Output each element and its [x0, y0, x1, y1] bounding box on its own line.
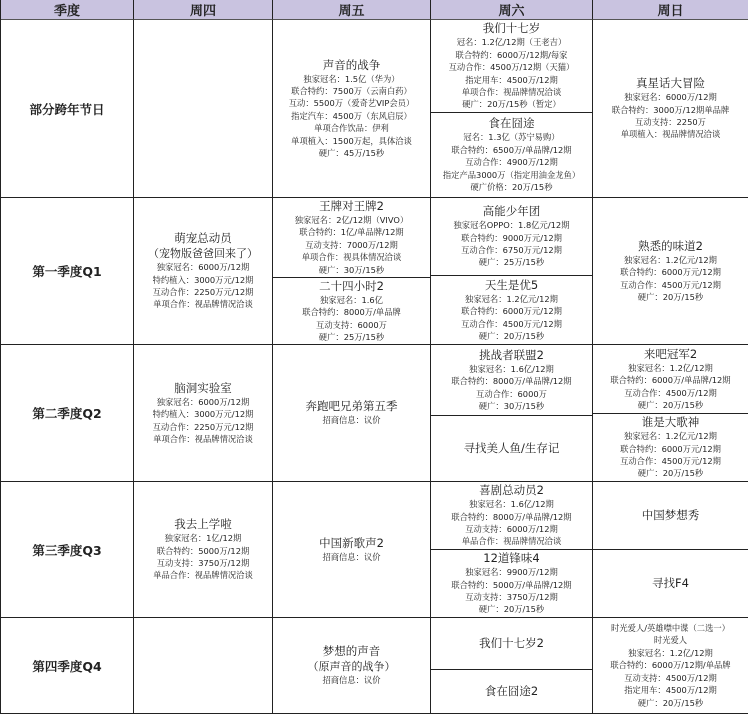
- sponsorship-detail: 单品合作：视品牌情况洽谈: [153, 570, 253, 581]
- sponsorship-detail: 联合特约：5000万/单品牌/12期: [451, 579, 572, 590]
- program-title: 寻找F4: [652, 576, 689, 590]
- quarter-label: 第四季度Q4: [1, 618, 134, 714]
- sponsorship-detail: 硬广：20万/15秒: [637, 291, 704, 302]
- sponsorship-detail: 硬广：20万/15秒: [478, 604, 545, 615]
- program-cell: [273, 278, 431, 345]
- sponsorship-detail: 联合特约：6000万元/12期: [461, 306, 562, 317]
- program-title: 来吧冠军2: [643, 346, 698, 361]
- program-cell: [273, 345, 431, 482]
- sponsorship-detail: 独家冠名：1.6亿: [320, 294, 383, 305]
- sponsorship-detail: 招商信息：议价: [322, 551, 381, 562]
- program-title: 王牌对王牌2: [319, 198, 384, 213]
- program-title: 中国梦想秀: [641, 508, 700, 522]
- program-title: 谁是大歌神: [641, 415, 700, 430]
- sponsorship-detail: 互动合作：6000万: [476, 388, 547, 399]
- sponsorship-detail: 特约植入：3000万元/12期: [152, 409, 254, 420]
- sponsorship-detail: 独家冠名：2亿/12期（VIVO）: [294, 214, 409, 225]
- program-cell: [593, 20, 748, 198]
- sponsorship-detail: 单项合作：视具体情况洽谈: [301, 252, 402, 263]
- sponsorship-detail: 招商信息：议价: [322, 675, 381, 686]
- sponsorship-detail: 单项合作：视品牌情况洽谈: [461, 86, 562, 97]
- sponsorship-detail: 冠名：1.2亿/12期（王老吉）: [456, 37, 567, 48]
- sponsorship-detail: 硬广：20万/15秒: [478, 330, 545, 341]
- program-title: 梦想的声音: [322, 644, 381, 659]
- quarter-label: 部分跨年节日: [1, 20, 134, 198]
- program-cell: [273, 198, 431, 278]
- program-cell: [593, 414, 748, 482]
- program-cell: [431, 276, 593, 345]
- sponsorship-detail: 招商信息：议价: [322, 415, 381, 426]
- sponsorship-detail: 联合特约：8000万/单品牌: [302, 307, 401, 318]
- program-cell: [431, 618, 593, 670]
- sponsorship-detail: 硬广价格：20万/15秒: [470, 182, 553, 193]
- sponsorship-detail: 单项植入：视品牌情况洽谈: [620, 129, 721, 140]
- sponsorship-detail: 独家冠名：6000万/12期: [156, 396, 250, 407]
- program-cell: [273, 20, 431, 198]
- column-header: 季度: [1, 0, 134, 20]
- program-title: 萌宠总动员: [174, 231, 232, 246]
- sponsorship-detail: 指定产品3000万（指定用油金龙鱼）: [442, 169, 581, 180]
- program-cell: [593, 550, 748, 618]
- sponsorship-detail: 独家冠名：1.2亿/12期: [628, 362, 713, 373]
- sponsorship-detail: 联合特约：3000万/12期单品牌: [611, 104, 730, 115]
- sponsorship-detail: 独家冠名：1亿/12期: [164, 533, 242, 544]
- sponsorship-detail: 独家冠名OPPO：1.8亿元/12期: [453, 220, 570, 231]
- sponsorship-detail: 独家冠名：6000万/12期: [624, 92, 717, 103]
- sponsorship-detail: 单项合作：视品牌情况洽谈: [153, 433, 253, 444]
- program-cell: [431, 113, 593, 198]
- sponsorship-detail: 互动合作：2250万元/12期: [152, 421, 254, 432]
- sponsorship-detail: 互动支持：6000万: [316, 319, 387, 330]
- sponsorship-detail: 硬广：45万/15秒: [318, 148, 385, 159]
- sponsorship-detail: 单项合作：视品牌情况洽谈: [153, 299, 253, 310]
- sponsorship-detail: 冠名：1.3亿（苏宁易购）: [463, 132, 560, 143]
- program-cell: [431, 345, 593, 416]
- program-cell: [431, 198, 593, 276]
- quarter-label: 第一季度Q1: [1, 198, 134, 345]
- program-subtitle: （原声音的战争）: [307, 660, 396, 674]
- sponsorship-detail: 硬广：25万/15秒: [478, 257, 545, 268]
- program-title: 喜剧总动员2: [479, 483, 544, 498]
- sponsorship-detail: 独家冠名：6000万/12期: [156, 262, 250, 273]
- column-header: 周五: [273, 0, 431, 20]
- program-title: 食在囧途: [488, 116, 535, 131]
- sponsorship-detail: 指定用车：4500万/12期: [624, 685, 717, 696]
- program-title: 挑战者联盟2: [479, 347, 544, 362]
- sponsorship-detail: 互动合作：4900万/12期: [465, 157, 558, 168]
- program-cell: [273, 618, 431, 714]
- sponsorship-detail: 联合特约：6000万/12期/每家: [455, 49, 568, 60]
- program-title: 食在囧途2: [484, 684, 539, 698]
- sponsorship-detail: 指定用车：4500万/12期: [465, 74, 558, 85]
- program-title: 脑洞实验室: [174, 380, 232, 395]
- sponsorship-detail: 联合特约：7500万（云南白药）: [291, 85, 412, 96]
- sponsorship-detail: 硬广：25万/15秒: [318, 331, 385, 342]
- sponsorship-detail: 硬广：30万/15秒: [478, 400, 545, 411]
- program-cell: [593, 482, 748, 550]
- program-cell: [134, 618, 273, 714]
- sponsorship-detail: 联合特约：1亿/单品牌/12期: [299, 227, 404, 238]
- sponsorship-detail: 联合特约：6000万/12期/单品牌: [610, 660, 731, 671]
- sponsorship-detail: 互动合作：4500万元/12期: [620, 456, 721, 466]
- sponsorship-detail: 互动支持：4500万/12期: [624, 672, 717, 683]
- sponsorship-detail: 时光爱人: [653, 635, 688, 646]
- quarter-label: 第三季度Q3: [1, 482, 134, 618]
- program-cell: [431, 550, 593, 618]
- program-cell: [431, 482, 593, 550]
- program-cell: [134, 198, 273, 345]
- sponsorship-detail: 独家冠名：1.5亿（华为）: [303, 73, 400, 84]
- program-cell: [273, 482, 431, 618]
- program-title: 高能少年团: [482, 204, 541, 219]
- column-header: 周日: [593, 0, 748, 20]
- sponsorship-detail: 联合特约：6000万/单品牌/12期: [610, 375, 731, 386]
- column-header: 周六: [431, 0, 593, 20]
- sponsorship-detail: 硬广：20万/15秒（暂定）: [462, 99, 561, 110]
- sponsorship-detail: 硬广：30万/15秒: [318, 264, 385, 275]
- sponsorship-detail: 独家冠名：9900万/12期: [465, 567, 558, 578]
- sponsorship-detail: 联合特约：8000万/单品牌/12期: [451, 376, 572, 387]
- sponsorship-detail: 硬广：20万/15秒: [637, 697, 704, 708]
- sponsorship-detail: 联合特约：6000万元/12期: [620, 267, 721, 278]
- program-title: 寻找美人鱼/生存记: [463, 441, 560, 455]
- sponsorship-detail: 联合特约：6500万/单品牌/12期: [451, 144, 572, 155]
- program-title: 熟悉的味道2: [638, 238, 703, 253]
- sponsorship-detail: 互动合作：6750万元/12期: [461, 245, 562, 255]
- program-title: 我们十七岁: [482, 21, 541, 36]
- sponsorship-detail: 独家冠名：1.2亿元/12期: [465, 293, 558, 304]
- program-title: 我们十七岁2: [479, 636, 544, 650]
- sponsorship-detail: 互动支持：2250万: [635, 117, 706, 127]
- program-cell: [134, 482, 273, 618]
- program-title: 真星话大冒险: [636, 76, 705, 91]
- program-cell: [431, 20, 593, 113]
- sponsorship-detail: 硬广：20万/15秒: [637, 468, 704, 479]
- sponsorship-detail: 联合特约：6000万元/12期: [620, 443, 721, 454]
- sponsorship-detail: 互动：5500万（爱奇艺VIP会员）: [288, 98, 415, 109]
- program-cell: [431, 670, 593, 714]
- sponsorship-detail: 独家冠名：1.6亿/12期: [469, 499, 554, 510]
- program-cell: [134, 345, 273, 482]
- sponsorship-detail: 独家冠名：1.2亿元/12期: [624, 431, 717, 442]
- sponsorship-detail: 单项合作饮品：伊利: [314, 123, 389, 134]
- sponsorship-detail: 联合特约：9000万元/12期: [461, 232, 562, 243]
- program-subtitle: （宠物版爸爸回来了）: [148, 247, 258, 261]
- sponsorship-detail: 指定汽车：4500万（东风启辰）: [291, 110, 412, 121]
- program-cell: [593, 198, 748, 345]
- sponsorship-detail: 联合特约：5000万/12期: [156, 545, 250, 556]
- program-title: 12道锋味4: [483, 551, 540, 566]
- sponsorship-detail: 互动合作：2250万元/12期: [152, 287, 254, 297]
- program-cell: [593, 345, 748, 414]
- program-title: 奔跑吧兄弟第五季: [305, 399, 398, 414]
- program-title: 声音的战争: [322, 57, 381, 72]
- sponsorship-detail: 互动支持：3750万/12期: [465, 592, 558, 602]
- column-header: 周四: [134, 0, 273, 20]
- program-title: 天生是优5: [484, 277, 539, 292]
- sponsorship-detail: 互动支持：6000万/12期: [465, 524, 558, 534]
- sponsorship-detail: 互动合作：4500万/12期（天猫）: [448, 62, 575, 73]
- sponsorship-detail: 互动合作：4500万元/12期: [461, 318, 562, 329]
- sponsorship-detail: 特约植入：3000万元/12期: [152, 274, 254, 285]
- program-cell: [593, 618, 748, 714]
- sponsorship-detail: 联合特约：8000万/单品牌/12期: [451, 511, 572, 522]
- sponsorship-detail: 单项植入：1500万起，具体洽谈: [291, 135, 412, 146]
- program-title: 我去上学啦: [174, 517, 232, 532]
- sponsorship-detail: 互动合作：4500万/12期: [624, 387, 717, 398]
- program-cell: [134, 20, 273, 198]
- sponsorship-detail: 时光爱人/英雄噤中谍（二选一）: [611, 623, 730, 634]
- sponsorship-detail: 独家冠名：1.2亿/12期: [628, 647, 713, 658]
- sponsorship-detail: 互动支持：7000万/12期: [305, 239, 398, 250]
- program-title: 二十四小时2: [319, 278, 384, 293]
- sponsorship-detail: 独家冠名：1.6亿/12期: [469, 363, 554, 374]
- sponsorship-detail: 硬广：20万/15秒: [637, 399, 704, 410]
- sponsorship-detail: 互动支持：3750万/12期: [156, 558, 250, 568]
- sponsorship-detail: 独家冠名：1.2亿元/12期: [624, 254, 717, 265]
- program-title: 中国新歌声2: [319, 535, 384, 550]
- quarter-label: 第二季度Q2: [1, 345, 134, 482]
- sponsorship-detail: 互动合作：4500万元/12期: [620, 279, 721, 290]
- sponsorship-detail: 单品合作：视品牌情况洽谈: [461, 536, 562, 547]
- program-cell: [431, 416, 593, 482]
